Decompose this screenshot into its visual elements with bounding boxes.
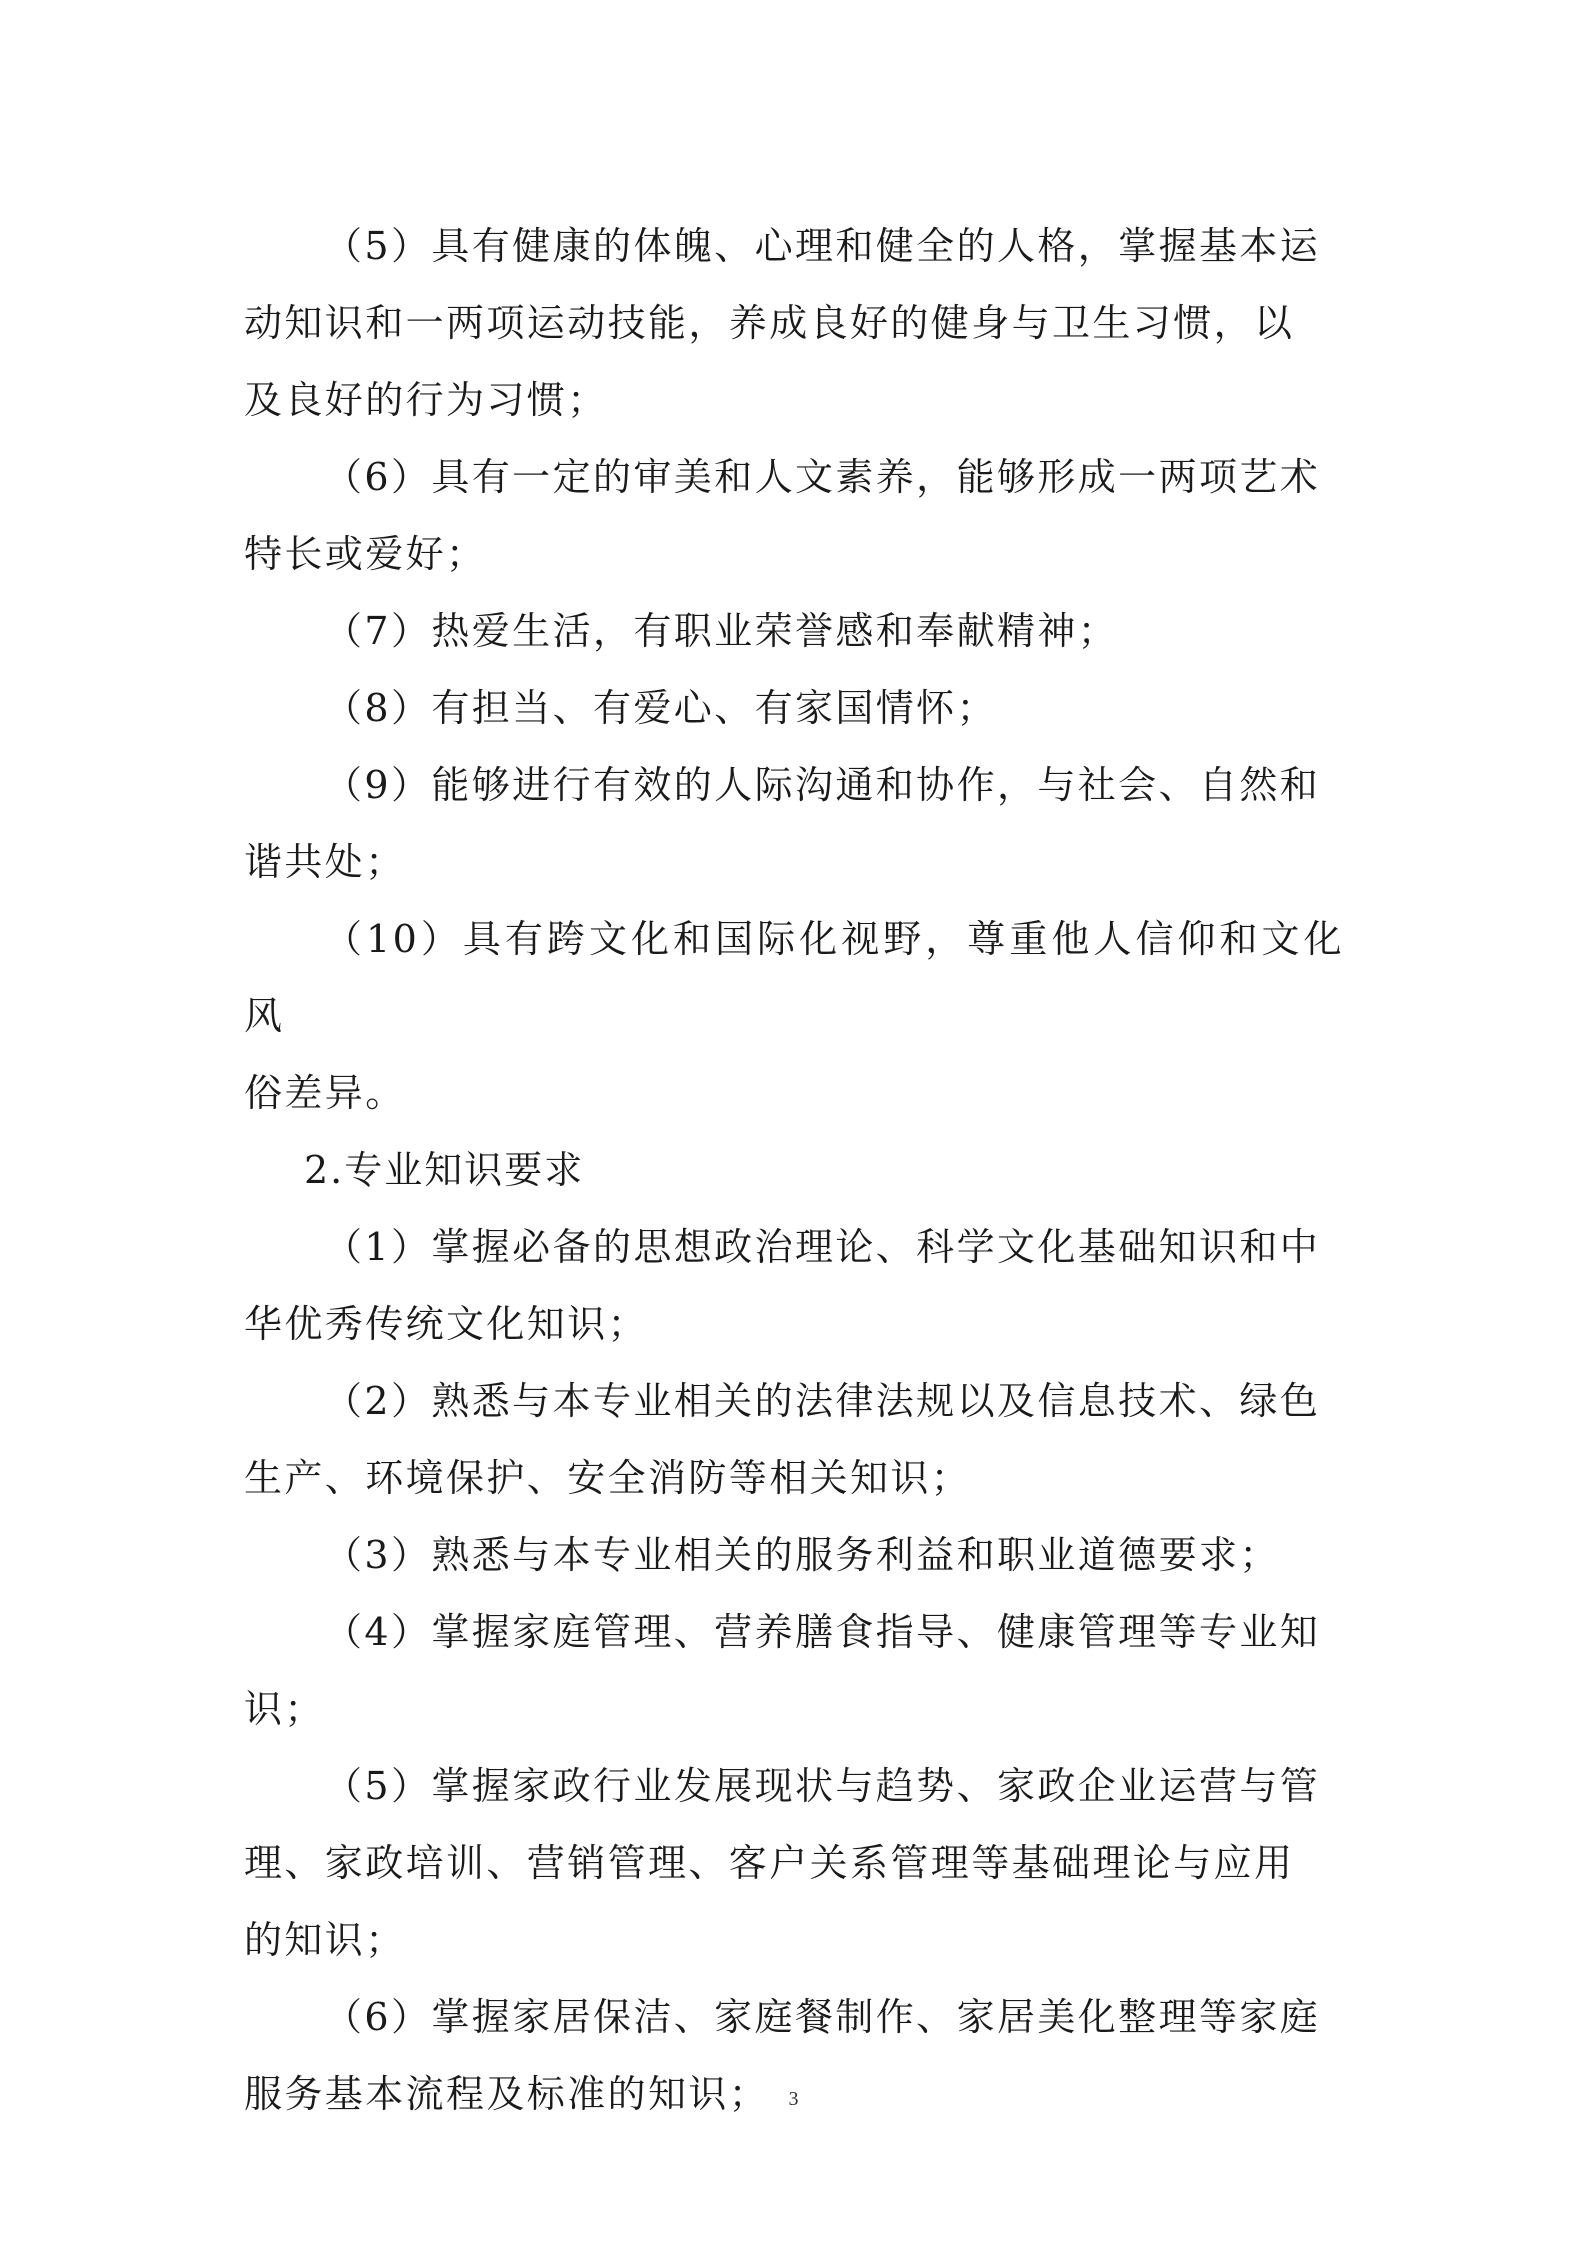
- paragraph-item-6-aesthetics: （6）具有一定的审美和人文素养，能够形成一两项艺术 特长或爱好；: [244, 455, 1321, 576]
- paragraph-item-9-communication: （9）能够进行有效的人际沟通和协作，与社会、自然和 谐共处；: [244, 763, 1321, 884]
- section-heading-professional-knowledge: 2.专业知识要求: [304, 1148, 585, 1192]
- paragraph-knowledge-2: （2）熟悉与本专业相关的法律法规以及信息技术、绿色 生产、环境保护、安全消防等相关知识；: [244, 1379, 1321, 1500]
- paragraph-knowledge-1: （1）掌握必备的思想政治理论、科学文化基础知识和中 华优秀传统文化知识；: [244, 1225, 1321, 1346]
- paragraph-knowledge-5: （5）掌握家政行业发展现状与趋势、家政企业运营与管 理、家政培训、营销管理、客户关系管理等基础理论与应用 的知识；: [244, 1764, 1321, 1962]
- paragraph-item-8-responsibility: （8）有担当、有爱心、有家国情怀；: [324, 686, 997, 730]
- paragraph-item-10-international: （10）具有跨文化和国际化视野，尊重他人信仰和文化风 俗差异。: [244, 917, 1344, 1115]
- page-number: 3: [788, 2088, 799, 2110]
- paragraph-knowledge-6: （6）掌握家居保洁、家庭餐制作、家居美化整理等家庭 服务基本流程及标准的知识；: [244, 1995, 1321, 2116]
- paragraph-knowledge-3: （3）熟悉与本专业相关的服务利益和职业道德要求；: [324, 1533, 1280, 1577]
- paragraph-item-7-love-life: （7）热爱生活，有职业荣誉感和奉献精神；: [324, 609, 1119, 653]
- document-body: [244, 208, 1344, 2133]
- paragraph-item-5-health: （5）具有健康的体魄、心理和健全的人格，掌握基本运 动知识和一两项运动技能，养成良好的健身与卫生习惯，以 及良好的行为习惯；: [244, 224, 1321, 422]
- paragraph-knowledge-4: （4）掌握家庭管理、营养膳食指导、健康管理等专业知 识；: [244, 1610, 1321, 1731]
